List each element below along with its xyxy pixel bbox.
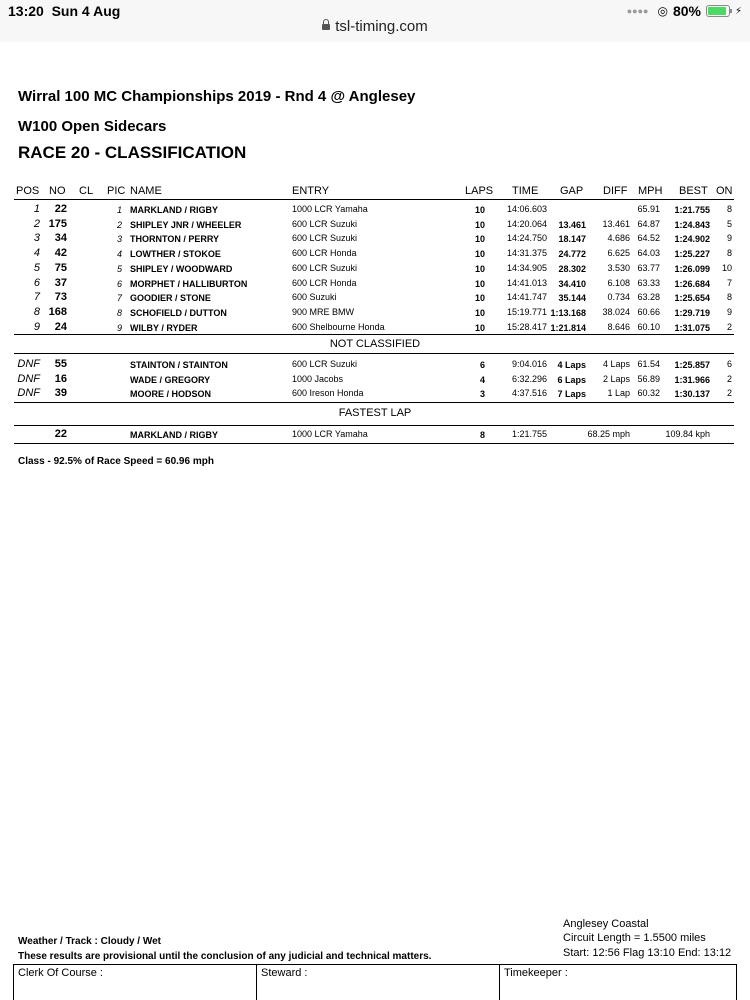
not-classified-time: 4:37.516 xyxy=(511,388,547,399)
not-classified-no: 39 xyxy=(54,387,67,400)
classified-pos: 4 xyxy=(33,247,40,260)
not-classified-laps: 3 xyxy=(479,389,485,400)
classified-time: 15:28.417 xyxy=(506,321,547,332)
fastest-lap-heading: FASTEST LAP xyxy=(338,407,412,419)
col-best: BEST xyxy=(679,185,708,197)
classified-laps: 10 xyxy=(474,234,485,245)
classified-entry: 600 LCR Suzuki xyxy=(292,218,358,229)
fastest-kph: 109.84 kph xyxy=(665,429,710,439)
not-classified-heading: NOT CLASSIFIED xyxy=(329,338,421,350)
classified-mph: 64.03 xyxy=(637,248,660,259)
classified-on: 5 xyxy=(726,218,732,229)
class-speed-note: Class - 92.5% of Race Speed = 60.96 mph xyxy=(18,456,214,467)
not-classified-laps: 6 xyxy=(479,360,485,370)
col-pos: POS xyxy=(16,185,40,197)
classified-no: 73 xyxy=(54,291,67,304)
classified-pos: 8 xyxy=(33,305,40,318)
classified-gap: 1:21.814 xyxy=(550,322,586,333)
classified-time: 14:41.747 xyxy=(506,292,547,303)
classified-pos: 6 xyxy=(33,276,40,289)
wifi-icon: ◎ xyxy=(657,4,668,18)
classified-name: SHIPLEY / WOODWARD xyxy=(130,263,233,274)
not-classified-best: 1:30.137 xyxy=(674,389,710,400)
classified-mph: 63.28 xyxy=(637,292,660,303)
classified-pic: 7 xyxy=(116,293,122,304)
not-classified-pos: DNF xyxy=(17,387,40,400)
classified-best: 1:26.684 xyxy=(674,278,710,289)
classified-best: 1:29.719 xyxy=(674,307,710,318)
classified-gap: 13.461 xyxy=(558,219,586,230)
classified-pos: 1 xyxy=(33,203,40,215)
not-classified-laps: 4 xyxy=(479,374,485,385)
classified-on: 10 xyxy=(721,262,732,273)
classified-on: 8 xyxy=(726,292,732,303)
fastest-no: 22 xyxy=(54,428,67,440)
col-laps: LAPS xyxy=(465,185,494,197)
classified-no: 24 xyxy=(54,320,67,333)
classified-diff: 8.646 xyxy=(607,321,630,332)
col-on: ON xyxy=(716,185,733,197)
class-title: W100 Open Sidecars xyxy=(18,118,167,135)
lock-icon xyxy=(322,24,330,30)
not-classified-no: 55 xyxy=(54,358,67,370)
classified-on: 8 xyxy=(726,248,732,259)
classified-time: 15:19.771 xyxy=(506,306,547,317)
not-classified-pos: DNF xyxy=(17,358,40,370)
classified-laps: 10 xyxy=(474,263,485,274)
url-text: tsl-timing.com xyxy=(335,18,428,35)
not-classified-on: 2 xyxy=(726,388,732,399)
not-classified-time: 6:32.296 xyxy=(511,373,547,384)
classified-best: 1:25.654 xyxy=(674,293,710,304)
classified-pic: 4 xyxy=(116,249,122,260)
classified-on: 2 xyxy=(726,321,732,332)
col-pic: PIC xyxy=(107,185,126,197)
weather-track: Weather / Track : Cloudy / Wet xyxy=(18,936,161,947)
not-classified-on: 6 xyxy=(726,359,732,369)
clerk-label: Clerk Of Course : xyxy=(18,967,103,979)
classified-mph: 60.10 xyxy=(637,321,660,332)
status-bar xyxy=(0,0,750,42)
classified-laps: 10 xyxy=(474,322,485,333)
classified-time: 14:31.375 xyxy=(506,248,547,259)
nc-rule xyxy=(14,353,734,354)
classified-laps: 10 xyxy=(474,293,485,304)
timekeeper-box xyxy=(499,964,737,1000)
classified-no: 37 xyxy=(54,276,67,289)
classified-no: 75 xyxy=(54,261,67,274)
col-entry: ENTRY xyxy=(292,185,330,197)
classified-laps: 10 xyxy=(474,219,485,230)
not-classified-diff: 2 Laps xyxy=(602,373,630,384)
classified-diff: 6.108 xyxy=(607,277,630,288)
battery-percent: 80% xyxy=(672,3,701,19)
classified-mph: 63.77 xyxy=(637,262,660,273)
classified-no: 22 xyxy=(54,203,67,215)
charging-icon: ⚡ xyxy=(734,5,742,17)
classified-gap: 34.410 xyxy=(558,278,586,289)
classified-laps: 10 xyxy=(474,249,485,260)
classified-pic: 1 xyxy=(116,205,122,215)
classified-entry: 600 Suzuki xyxy=(292,292,337,303)
fastest-rule xyxy=(14,425,734,426)
classified-best: 1:21.755 xyxy=(674,205,710,215)
classified-best: 1:24.902 xyxy=(674,234,710,245)
battery-level xyxy=(708,7,726,15)
classified-laps: 10 xyxy=(474,205,485,215)
not-classified-gap: 7 Laps xyxy=(557,389,586,400)
classified-time: 14:41.013 xyxy=(506,277,547,288)
classified-diff: 4.686 xyxy=(607,233,630,244)
classified-name: WILBY / RYDER xyxy=(130,322,198,333)
classified-gap: 35.144 xyxy=(558,293,586,304)
classified-mph: 64.87 xyxy=(637,218,660,229)
header-rule xyxy=(14,199,734,200)
status-time xyxy=(8,3,120,19)
race-times: Start: 12:56 Flag 13:10 End: 13:12 xyxy=(563,947,732,959)
fastest-time: 1:21.755 xyxy=(511,429,547,439)
classified-no: 168 xyxy=(48,305,67,318)
classified-name: MARKLAND / RIGBY xyxy=(130,205,218,215)
classified-on: 8 xyxy=(726,204,732,214)
not-classified-no: 16 xyxy=(54,372,67,385)
classified-mph: 60.66 xyxy=(637,306,660,317)
not-classified-name: WADE / GREGORY xyxy=(130,374,211,385)
classified-diff: 3.530 xyxy=(607,262,630,273)
not-classified-entry: 600 LCR Suzuki xyxy=(292,359,358,369)
classified-name: SHIPLEY JNR / WHEELER xyxy=(130,219,242,230)
classified-time: 14:24.750 xyxy=(506,233,547,244)
classified-no: 42 xyxy=(54,247,67,260)
classified-best: 1:24.843 xyxy=(674,219,710,230)
classified-name: SCHOFIELD / DUTTON xyxy=(130,307,227,318)
classified-pos: 3 xyxy=(33,232,40,245)
steward-label: Steward : xyxy=(261,967,308,979)
status-right xyxy=(627,3,742,19)
clerk-of-course-box xyxy=(13,964,257,1000)
classified-mph: 65.91 xyxy=(637,204,660,214)
col-gap: GAP xyxy=(560,185,584,197)
classified-pos: 7 xyxy=(33,291,40,304)
classified-diff: 0.734 xyxy=(607,292,630,303)
classified-best: 1:31.075 xyxy=(674,322,710,333)
col-time: TIME xyxy=(512,185,539,197)
classified-laps: 10 xyxy=(474,307,485,318)
nc-end-rule xyxy=(14,402,734,403)
not-classified-time: 9:04.016 xyxy=(511,359,547,369)
col-diff: DIFF xyxy=(603,185,628,197)
classified-diff: 6.625 xyxy=(607,248,630,259)
timekeeper-label: Timekeeper : xyxy=(504,967,568,979)
classified-name: LOWTHER / STOKOE xyxy=(130,249,221,260)
classified-time: 14:20.064 xyxy=(506,218,547,229)
not-classified-diff: 4 Laps xyxy=(602,359,630,369)
event-title: Wirral 100 MC Championships 2019 - Rnd 4 @ Anglesey xyxy=(18,88,416,105)
classified-name: GOODIER / STONE xyxy=(130,293,211,304)
provisional-note: These results are provisional until the conclusion of any judicial and technical matters. xyxy=(18,951,432,962)
col-no: NO xyxy=(49,185,66,197)
race-title: RACE 20 - CLASSIFICATION xyxy=(18,143,247,162)
not-classified-diff: 1 Lap xyxy=(607,388,630,399)
classified-gap: 1:13.168 xyxy=(550,307,586,318)
classified-best: 1:25.227 xyxy=(674,249,710,260)
classified-best: 1:26.099 xyxy=(674,263,710,274)
not-classified-gap: 6 Laps xyxy=(557,374,586,385)
fastest-mph: 68.25 mph xyxy=(587,429,630,439)
not-classified-mph: 56.89 xyxy=(637,373,660,384)
classified-laps: 10 xyxy=(474,278,485,289)
circuit-length: Circuit Length = 1.5500 miles xyxy=(563,932,706,944)
classified-gap: 28.302 xyxy=(558,263,586,274)
signal-dots-icon: ●●●● xyxy=(626,6,649,16)
fastest-entry: 1000 LCR Yamaha xyxy=(292,429,368,439)
classified-diff: 13.461 xyxy=(602,218,630,229)
classified-no: 175 xyxy=(48,217,67,230)
steward-box xyxy=(256,964,500,1000)
not-classified-entry: 600 Ireson Honda xyxy=(292,388,364,399)
date: Sun 4 Aug xyxy=(51,3,121,19)
classified-entry: 900 MRE BMW xyxy=(292,306,355,317)
venue-name: Anglesey Coastal xyxy=(563,918,649,930)
classified-time: 14:06.603 xyxy=(506,204,547,214)
fastest-name: MARKLAND / RIGBY xyxy=(130,430,218,440)
classified-name: THORNTON / PERRY xyxy=(130,234,220,245)
not-classified-mph: 60.32 xyxy=(637,388,660,399)
classified-time: 14:34.905 xyxy=(506,262,547,273)
col-mph: MPH xyxy=(638,185,663,197)
not-classified-on: 2 xyxy=(726,373,732,384)
classified-pic: 6 xyxy=(116,278,122,289)
classified-mph: 63.33 xyxy=(637,277,660,288)
classified-pic: 8 xyxy=(116,307,122,318)
classified-pos: 5 xyxy=(33,261,40,274)
classified-pic: 3 xyxy=(116,234,122,245)
address-bar[interactable] xyxy=(0,18,750,35)
classified-on: 9 xyxy=(726,306,732,317)
classified-pic: 2 xyxy=(116,219,122,230)
classified-on: 9 xyxy=(726,233,732,244)
classified-mph: 64.52 xyxy=(637,233,660,244)
classified-gap: 24.772 xyxy=(558,249,586,260)
fastest-lap-number: 8 xyxy=(479,430,485,440)
clock: 13:20 xyxy=(8,3,44,19)
not-classified-name: STAINTON / STAINTON xyxy=(130,360,228,370)
classified-diff: 38.024 xyxy=(602,306,630,317)
classified-entry: 600 LCR Honda xyxy=(292,248,357,259)
not-classified-best: 1:25.857 xyxy=(674,360,710,370)
not-classified-gap: 4 Laps xyxy=(557,360,586,370)
classified-entry: 600 LCR Suzuki xyxy=(292,262,358,273)
classified-pic: 5 xyxy=(116,263,122,274)
fastest-end-rule xyxy=(14,443,734,444)
classified-name: MORPHET / HALLIBURTON xyxy=(130,278,248,289)
classified-entry: 600 LCR Suzuki xyxy=(292,233,358,244)
col-name: NAME xyxy=(130,185,162,197)
col-cl: CL xyxy=(79,185,94,197)
classified-pos: 2 xyxy=(33,217,40,230)
classified-entry: 1000 LCR Yamaha xyxy=(292,204,368,214)
not-classified-mph: 61.54 xyxy=(637,359,660,369)
not-classified-entry: 1000 Jacobs xyxy=(292,373,344,384)
not-classified-name: MOORE / HODSON xyxy=(130,389,212,400)
not-classified-pos: DNF xyxy=(17,372,40,385)
classified-on: 7 xyxy=(726,277,732,288)
battery-icon xyxy=(706,5,730,17)
classified-gap: 18.147 xyxy=(558,234,586,245)
classified-pic: 9 xyxy=(116,322,122,333)
classified-entry: 600 LCR Honda xyxy=(292,277,357,288)
classified-rule xyxy=(14,334,734,335)
not-classified-best: 1:31.966 xyxy=(674,374,710,385)
classified-pos: 9 xyxy=(33,320,40,333)
classified-no: 34 xyxy=(54,232,67,245)
classified-entry: 600 Shelbourne Honda xyxy=(292,321,385,332)
